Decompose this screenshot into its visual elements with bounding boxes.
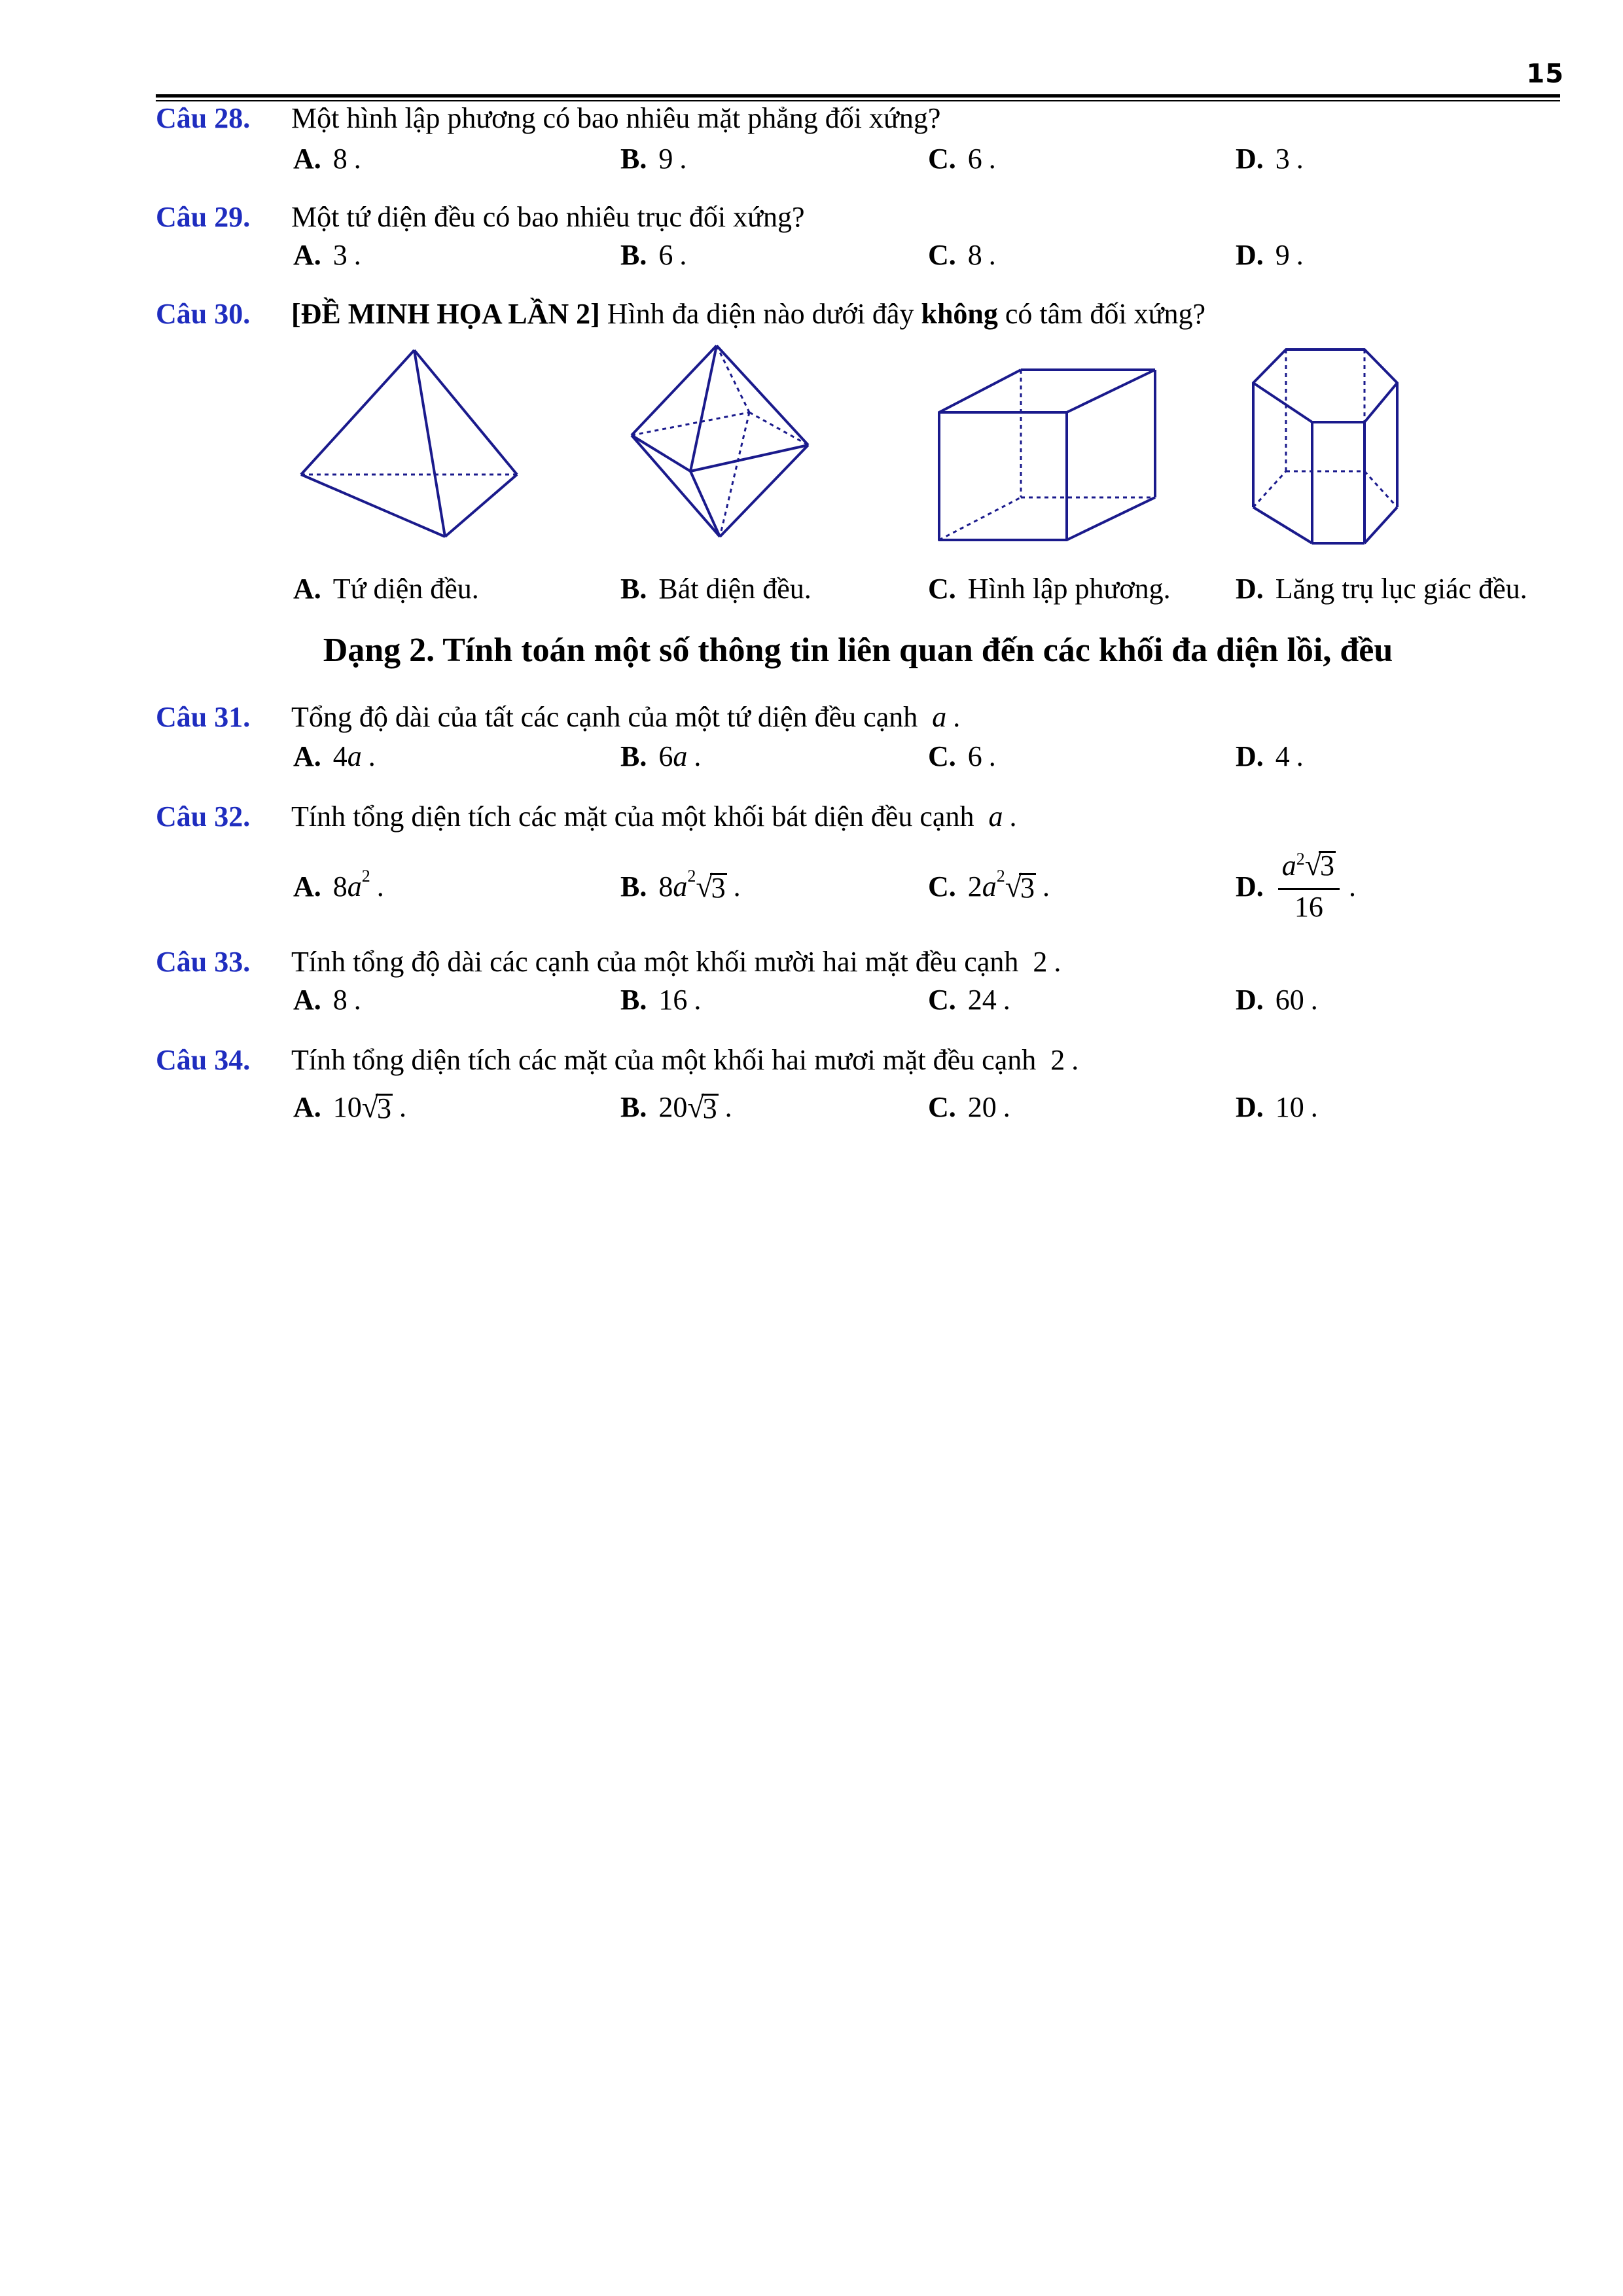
option-d[interactable]: D. Lăng trụ lục giác đều. [1236, 573, 1527, 605]
question-31 [156, 699, 1560, 736]
exam-tag: [ĐỀ MINH HỌA LẦN 2] [291, 298, 600, 330]
option-d[interactable]: D. 4 . [1236, 740, 1304, 772]
question-33-options [156, 979, 1560, 1021]
question-29-options [156, 234, 1560, 276]
question-label: Câu 30. [156, 298, 251, 330]
question-text: [ĐỀ MINH HỌA LẦN 2] Hình đa diện nào dưới đây không có tâm đối xứng? [291, 298, 1205, 330]
option-a[interactable]: A. 8 . [293, 143, 361, 175]
tetrahedron-figure [294, 340, 530, 550]
option-b[interactable]: B. 16 . [620, 984, 702, 1016]
question-33 [156, 944, 1560, 980]
question-32-options [156, 848, 1560, 923]
option-c[interactable]: C. Hình lập phương. [928, 573, 1171, 605]
question-text: Tính tổng độ dài các cạnh của một khối mười hai mặt đều cạnh 2 . [291, 946, 1061, 978]
header-rule [156, 94, 1560, 98]
option-d[interactable]: D. 9 . [1236, 239, 1304, 271]
question-28 [156, 100, 1560, 137]
question-label: Câu 34. [156, 1044, 251, 1076]
option-d[interactable]: D. $\frac{a^2√3}{16}$ . [1236, 848, 1357, 923]
question-text: Tính tổng diện tích các mặt của một khối bát diện đều cạnh a . [291, 800, 1017, 833]
hexagonal-prism-figure [1247, 340, 1417, 550]
section-title: Dạng 2. Tính toán một số thông tin liên quan đến các khối đa diện lồi, đều [323, 632, 1393, 669]
option-a[interactable]: A. 3 . [293, 239, 361, 271]
option-b[interactable]: B. 9 . [620, 143, 687, 175]
question-text: Một hình lập phương có bao nhiêu mặt phẳng đối xứng? [291, 102, 941, 134]
page-number: 15 [1526, 59, 1564, 89]
option-a[interactable]: A. 8 . [293, 984, 361, 1016]
question-28-options [156, 138, 1560, 180]
option-b[interactable]: B. 8 a 2 √ 3 . [620, 867, 741, 904]
question-label: Câu 31. [156, 701, 251, 733]
question-34-options [156, 1086, 1560, 1128]
option-b[interactable]: B. 6 . [620, 239, 687, 271]
option-c[interactable]: C. 6 . [928, 740, 996, 772]
option-b[interactable]: B. Bát diện đều. [620, 573, 812, 605]
question-label: Câu 29. [156, 201, 251, 233]
option-c[interactable]: C. 8 . [928, 239, 996, 271]
option-c[interactable]: C. 20 . [928, 1091, 1010, 1123]
cube-figure [933, 340, 1175, 550]
option-c[interactable]: C. 6 . [928, 143, 996, 175]
question-label: Câu 33. [156, 946, 251, 978]
option-d[interactable]: D. 10 . [1236, 1091, 1318, 1123]
option-a[interactable]: A. Tứ diện đều. [293, 573, 479, 605]
question-text: Tổng độ dài của tất các cạnh của một tứ diện đều cạnh a . [291, 701, 961, 733]
option-a[interactable]: A. 10 √ 3 . [293, 1090, 407, 1124]
option-b[interactable]: B. 6 a . [620, 740, 702, 772]
question-label: Câu 28. [156, 102, 251, 134]
question-30 [156, 296, 1560, 332]
option-b[interactable]: B. 20 √ 3 . [620, 1090, 732, 1124]
question-34 [156, 1042, 1560, 1079]
option-c[interactable]: C. 24 . [928, 984, 1010, 1016]
octahedron-figure [622, 340, 818, 550]
fraction: $\frac{a^2√3}{16}$ [1278, 850, 1340, 924]
question-label: Câu 32. [156, 800, 251, 833]
question-31-options [156, 736, 1560, 778]
question-text: Một tứ diện đều có bao nhiêu trục đối xứng? [291, 201, 805, 233]
question-32 [156, 798, 1560, 835]
option-d[interactable]: D. 60 . [1236, 984, 1318, 1016]
option-a[interactable]: A. 8 a 2 . [293, 867, 384, 903]
option-d[interactable]: D. 3 . [1236, 143, 1304, 175]
question-text: Tính tổng diện tích các mặt của một khối hai mươi mặt đều cạnh 2 . [291, 1044, 1079, 1076]
option-a[interactable]: A. 4 a . [293, 740, 376, 772]
option-c[interactable]: C. 2 a 2 √ 3 . [928, 867, 1050, 904]
question-29 [156, 199, 1560, 236]
